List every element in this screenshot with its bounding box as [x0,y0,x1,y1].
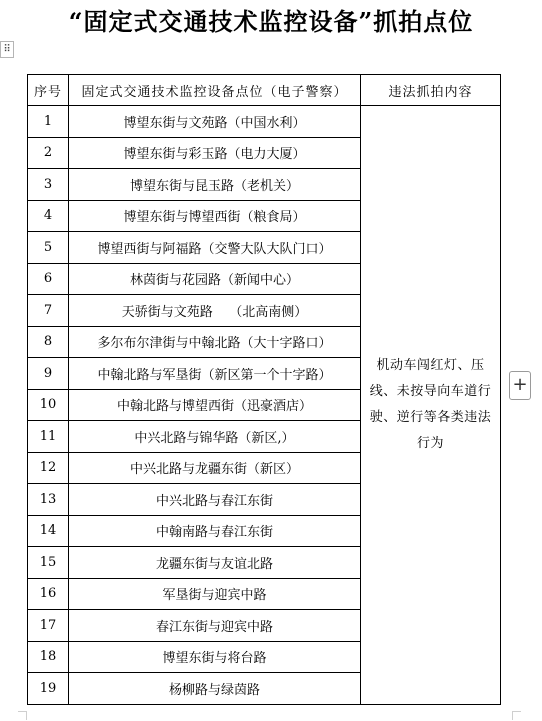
row-number-cell: 9 [28,358,69,390]
location-cell: 博望西街与阿福路（交警大队大队门口） [69,232,361,264]
drag-handle-icon: ⠿ [3,44,11,55]
row-number-cell: 13 [28,484,69,516]
row-number-cell: 15 [28,547,69,579]
location-cell: 博望东街与文苑路（中国水利） [69,106,361,138]
location-cell: 博望东街与博望西街（粮食局） [69,200,361,232]
row-number-cell: 8 [28,326,69,358]
row-number-cell: 17 [28,610,69,642]
header-violation: 违法抓拍内容 [361,75,501,106]
table-row [28,106,501,138]
location-cell: 军垦街与迎宾中路 [69,578,361,610]
page-corner-mark-right [512,711,521,720]
location-cell: 中兴北路与龙疆东街（新区） [69,452,361,484]
page-title: “固定式交通技术监控设备”抓拍点位 [68,7,474,36]
row-number-cell: 7 [28,295,69,327]
location-cell: 中翰北路与军垦街（新区第一个十字路） [69,358,361,390]
table-header-row [28,75,501,106]
row-number-cell: 10 [28,389,69,421]
location-cell: 多尔布尔津街与中翰北路（大十字路口） [69,326,361,358]
location-cell: 博望东街与将台路 [69,641,361,673]
location-cell: 龙疆东街与友谊北路 [69,547,361,579]
row-number-cell: 6 [28,263,69,295]
row-number-cell: 5 [28,232,69,264]
table-move-handle[interactable] [0,41,14,58]
location-cell: 春江东街与迎宾中路 [69,610,361,642]
row-number-cell: 19 [28,673,69,705]
location-cell: 天骄街与文苑路 （北高南侧） [69,295,361,327]
location-cell: 中翰北路与博望西街（迅豪酒店） [69,389,361,421]
row-number-cell: 16 [28,578,69,610]
row-number-cell: 3 [28,169,69,201]
location-cell: 博望东街与彩玉路（电力大厦） [69,137,361,169]
enforcement-points-table [27,74,501,705]
location-cell: 中翰南路与春江东街 [69,515,361,547]
row-number-cell: 14 [28,515,69,547]
location-cell: 中兴北路与春江东街 [69,484,361,516]
plus-icon: + [512,374,528,395]
location-cell: 林茵街与花园路（新闻中心） [69,263,361,295]
row-number-cell: 11 [28,421,69,453]
row-number-cell: 1 [28,106,69,138]
row-number-cell: 2 [28,137,69,169]
location-cell: 杨柳路与绿茵路 [69,673,361,705]
row-number-cell: 18 [28,641,69,673]
header-location: 固定式交通技术监控设备点位（电子警察） [69,75,361,106]
page-corner-mark-left [18,711,27,720]
location-cell: 博望东街与昆玉路（老机关） [69,169,361,201]
header-number: 序号 [28,75,69,106]
add-column-button[interactable] [509,371,531,400]
row-number-cell: 12 [28,452,69,484]
location-cell: 中兴北路与锦华路（新区,） [69,421,361,453]
row-number-cell: 4 [28,200,69,232]
violation-content-cell: 机动车闯红灯、压线、未按导向车道行驶、逆行等各类违法行为 [361,106,501,705]
